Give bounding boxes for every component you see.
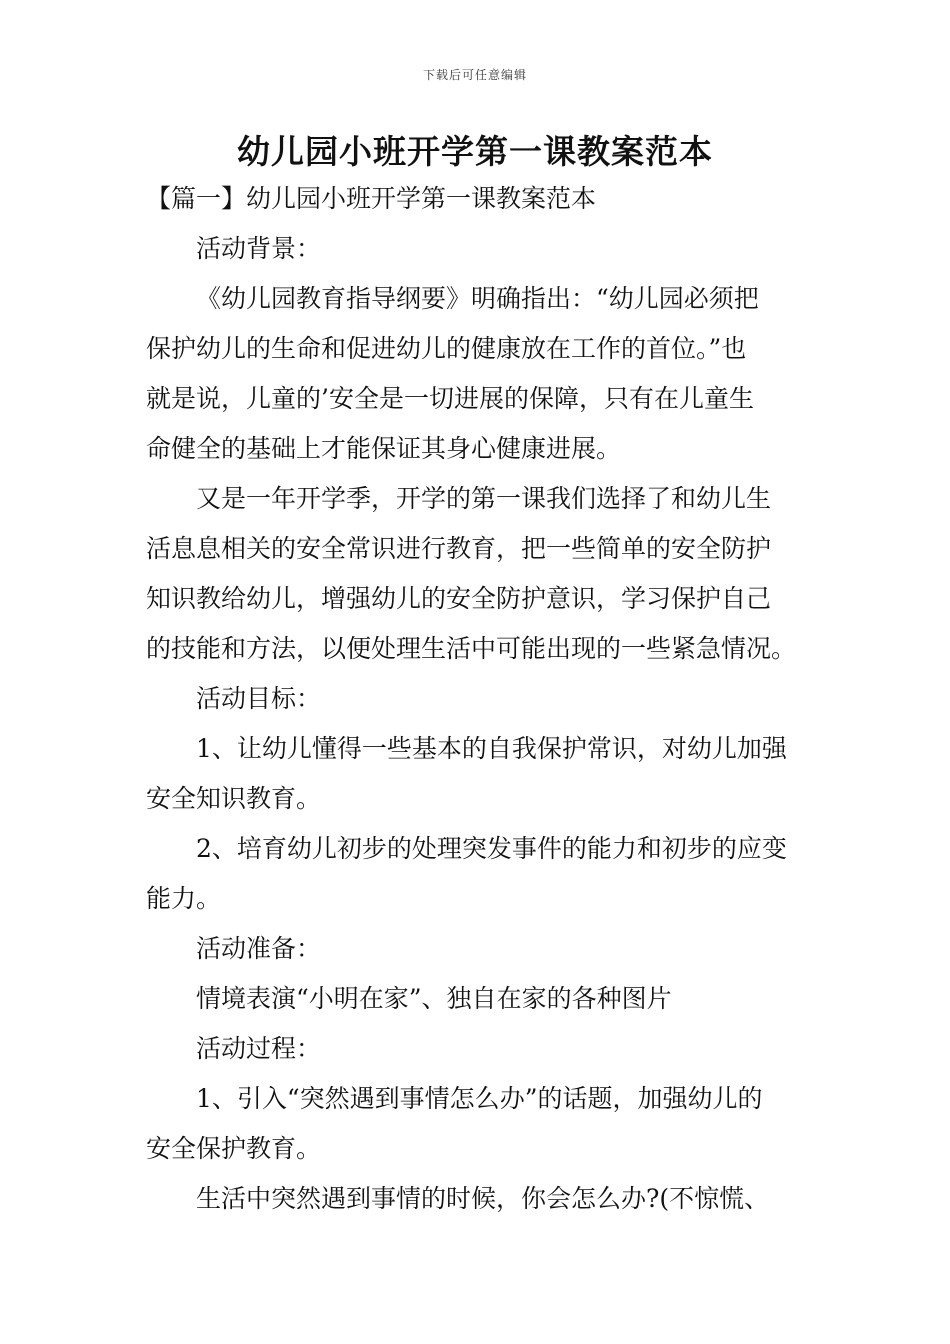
body-line: 活动背景： — [196, 234, 322, 263]
body-line: 【篇一】幼儿园小班开学第一课教案范本 — [146, 184, 597, 213]
body-line: 知识教给幼儿，增强幼儿的安全防护意识，学习保护自己 — [146, 584, 772, 613]
body-line: 又是一年开学季，开学的第一课我们选择了和幼儿生 — [196, 484, 772, 513]
body-line: 的技能和方法，以便处理生活中可能出现的一些紧急情况。 — [146, 634, 797, 663]
body-line: 《幼儿园教育指导纲要》明确指出：“幼儿园必须把 — [196, 284, 759, 313]
body-line: 就是说，儿童的’安全是一切进展的保障，只有在儿童生 — [146, 384, 754, 413]
body-line: 1、引入“突然遇到事情怎么办”的话题，加强幼儿的 — [196, 1084, 763, 1113]
body-line: 生活中突然遇到事情的时候，你会怎么办?(不惊慌、 — [196, 1184, 770, 1213]
body-line: 活动过程： — [196, 1034, 322, 1063]
body-line: 情境表演“小明在家”、独自在家的各种图片 — [196, 984, 672, 1013]
body-line: 活动准备： — [196, 934, 322, 963]
body-line: 1、让幼儿懂得一些基本的自我保护常识，对幼儿加强 — [196, 734, 787, 763]
body-line: 命健全的基础上才能保证其身心健康进展。 — [146, 434, 622, 463]
body-line: 安全知识教育。 — [146, 784, 322, 813]
body-line: 保护幼儿的生命和促进幼儿的健康放在工作的首位。”也 — [146, 334, 747, 363]
body-line: 活息息相关的安全常识进行教育，把一些简单的安全防护 — [146, 534, 772, 563]
document-body — [146, 174, 806, 1224]
body-line: 安全保护教育。 — [146, 1134, 322, 1163]
body-line: 能力。 — [146, 884, 222, 913]
page-header-note: 下载后可任意编辑 — [422, 68, 527, 82]
document-title: 幼儿园小班开学第一课教案范本 — [237, 132, 713, 171]
body-line: 2、培育幼儿初步的处理突发事件的能力和初步的应变 — [196, 834, 787, 863]
body-line: 活动目标： — [196, 684, 322, 713]
